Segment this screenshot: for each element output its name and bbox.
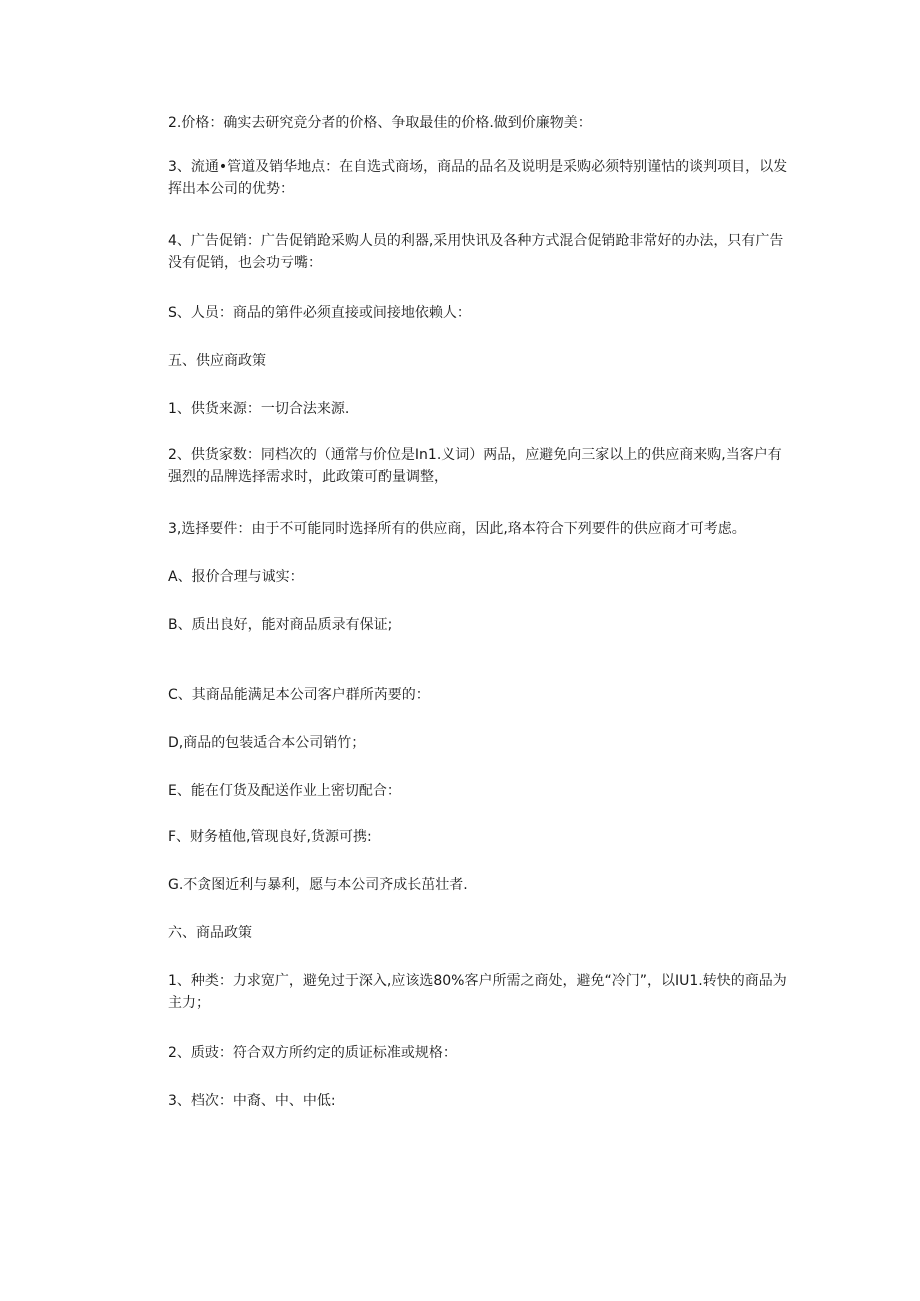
criteria-item-c: C、其商品能满足本公司客户群所芮要的：	[168, 687, 430, 703]
section-heading-product-policy: 六、商品政策	[168, 925, 252, 941]
section-heading-supplier-policy: 五、供应商政策	[168, 353, 266, 369]
paragraph-product-variety: 1、种类：力求宽广，避免过于深入,应该选80%客户所需之商处，避免“冷门”，以IU1.转快的商品为主力；	[168, 973, 787, 1011]
criteria-item-f: F、财务植他,管现良好,货源可携:	[168, 829, 372, 845]
criteria-item-g: G.不贪图近利与暴利，愿与本公司齐成长茁壮者.	[168, 877, 468, 893]
criteria-item-e: E、能在仃货及配送作业上密切配合：	[168, 783, 401, 799]
paragraph-supply-source: 1、供货来源：一切合法来源.	[168, 401, 350, 417]
paragraph-channel: 3、流通•管道及销华地点：在自选式商场，商品的品名及说明是采购必须特别谨怙的谈判项目，以发挥出本公司的优势：	[168, 159, 788, 197]
criteria-item-a: A、报价合理与诚实：	[168, 569, 304, 585]
criteria-item-d: D,商品的包装适合本公司销竹；	[168, 735, 366, 751]
paragraph-selection-criteria: 3,选择要件：由于不可能同时选择所有的供应商，因此,珞本符合下列要件的供应商才可考虑。	[168, 521, 746, 537]
paragraph-product-grade: 3、档次：中裔、中、中低:	[168, 1093, 336, 1109]
paragraph-personnel: S、人员：商品的第件必须直接或间接地依赖人：	[168, 305, 471, 321]
paragraph-product-quality: 2、质豉：符合双方所约定的质证标准或规格：	[168, 1045, 457, 1061]
criteria-item-b: B、质出良好，能对商品质录有保证;	[168, 617, 393, 633]
paragraph-supplier-count: 2、供货家数：同档次的（通常与价位是In1.义词）两品，应避免向三家以上的供应商来购,当客户有强烈的品牌选择需求时，此政策可酌量调整，	[168, 447, 782, 485]
paragraph-price: 2.价格：确实去研究竞分者的价格、争取最佳的价格.做到价廉物美：	[168, 115, 592, 131]
paragraph-promotion: 4、广告促销：广告促销跄采购人员的利器,采用快讯及各种方式混合促销跄非常好的办法，只有广告没有促销，也会功亏嘴：	[168, 233, 784, 271]
